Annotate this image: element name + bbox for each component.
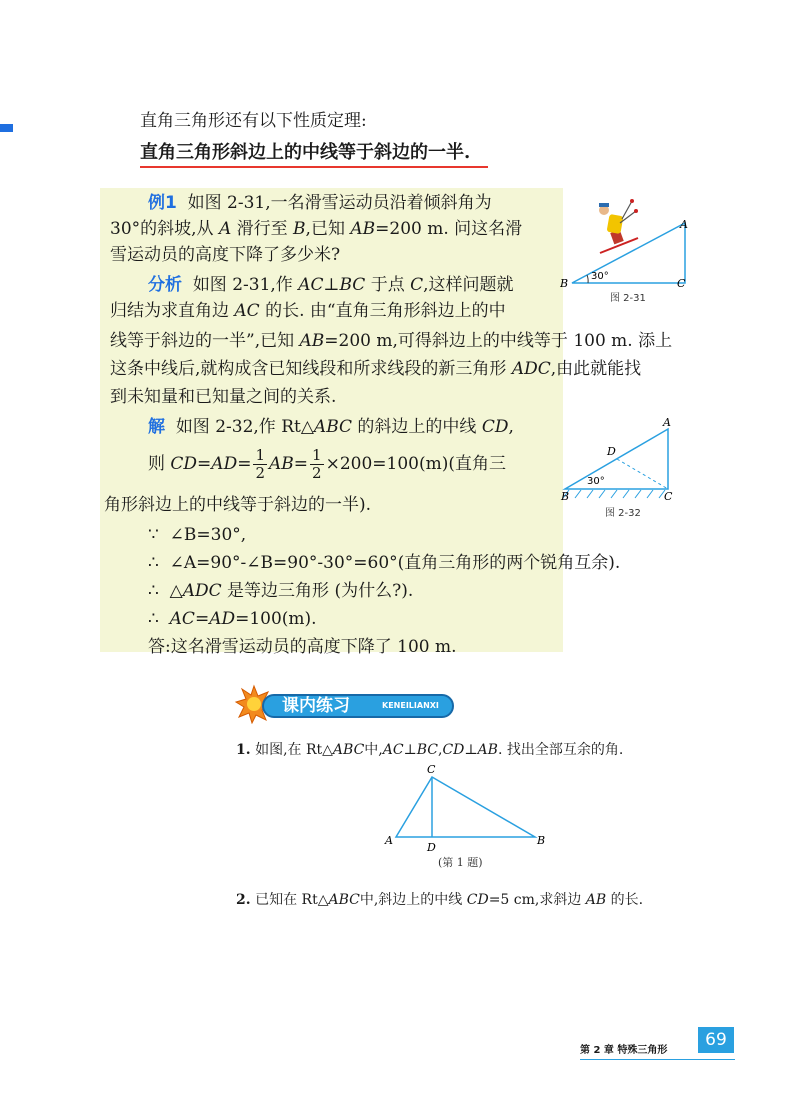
figure-2-31 bbox=[560, 195, 710, 310]
triangle-abc bbox=[565, 429, 668, 489]
label-A: A bbox=[663, 416, 671, 429]
solution-label: 解 bbox=[148, 417, 165, 437]
analysis-line-3: 线等于斜边的一半”,已知 AB=200 m,可得斜边上的中线等于 100 m. 添上 bbox=[110, 331, 673, 351]
footer-chapter: 第 2 章 特殊三角形 bbox=[580, 1045, 668, 1056]
theorem-underline bbox=[140, 166, 488, 168]
figure-caption: 图 2-31 bbox=[610, 293, 646, 304]
solution-answer: 答:这名滑雪运动员的高度下降了 100 m. bbox=[148, 637, 457, 657]
practice-subtitle: KENEILIANXI bbox=[382, 701, 439, 710]
exercise-1-caption: (第 1 题) bbox=[438, 856, 483, 869]
solution-line-3: 角形斜边上的中线等于斜边的一半). bbox=[104, 495, 372, 515]
solution-line-2: 则 CD=AD= $\frac{1}{2}$ AB= $\frac{1}{2}$ ×200=100(m)(直角三 bbox=[148, 446, 506, 482]
analysis-line-5: 到未知量和已知量之间的关系. bbox=[110, 387, 337, 407]
example-line-2: 30°的斜坡,从 A 滑行至 B,已知 AB=200 m. 问这名滑 bbox=[110, 219, 523, 239]
exercise-1: 1. 如图,在 Rt△ABC中,AC⊥BC,CD⊥AB. 找出全部互余的角. bbox=[236, 742, 624, 758]
solution-step-1: ∵ ∠B=30°, bbox=[148, 525, 247, 545]
label-C: C bbox=[664, 490, 673, 503]
solution-step-2: ∴ ∠A=90°-∠B=90°-30°=60°(直角三角形的两个锐角互余). bbox=[148, 553, 621, 573]
analysis-line-1: 分析 如图 2-31,作 AC⊥BC 于点 C,这样问题就 bbox=[148, 275, 514, 295]
theorem-statement: 直角三角形斜边上的中线等于斜边的一半. bbox=[140, 142, 471, 163]
label-A: A bbox=[385, 834, 393, 847]
figure-2-32 bbox=[555, 412, 695, 522]
fraction-half-2: $\frac{1}{2}$ bbox=[312, 446, 322, 482]
exercise-2: 2. 已知在 Rt△ABC中,斜边上的中线 CD=5 cm,求斜边 AB 的长. bbox=[236, 892, 644, 908]
label-B: B bbox=[537, 834, 546, 847]
label-D: D bbox=[427, 841, 436, 854]
example-line-1: 例1 如图 2-31,一名滑雪运动员沿着倾斜角为 bbox=[148, 193, 492, 213]
example-label: 例1 bbox=[148, 193, 177, 213]
solution-step-3: ∴ △ADC 是等边三角形 (为什么?). bbox=[148, 581, 414, 601]
skier-icon bbox=[599, 199, 638, 253]
label-C: C bbox=[677, 277, 686, 290]
slope-triangle bbox=[572, 223, 685, 283]
page-number: 69 bbox=[705, 1030, 727, 1050]
label-B: B bbox=[561, 490, 570, 503]
median-cd bbox=[617, 459, 668, 489]
footer-line bbox=[580, 1059, 735, 1060]
practice-title: 课内练习 bbox=[282, 696, 350, 716]
solution-step-4: ∴ AC=AD=100(m). bbox=[148, 609, 317, 629]
angle-label: 30° bbox=[587, 476, 605, 487]
figure-caption: 图 2-32 bbox=[605, 508, 641, 519]
solution-line-1: 解 如图 2-32,作 Rt△ABC 的斜边上的中线 CD, bbox=[148, 417, 514, 437]
label-D: D bbox=[607, 445, 616, 458]
analysis-label: 分析 bbox=[148, 275, 182, 295]
example-line-3: 雪运动员的高度下降了多少米? bbox=[110, 245, 341, 265]
page-edge-marker bbox=[0, 124, 13, 132]
analysis-line-4: 这条中线后,就构成含已知线段和所求线段的新三角形 ADC,由此就能找 bbox=[110, 359, 642, 379]
intro-text: 直角三角形还有以下性质定理: bbox=[140, 111, 367, 131]
label-C: C bbox=[427, 763, 436, 776]
analysis-line-2: 归结为求直角边 AC 的长. 由“直角三角形斜边上的中 bbox=[110, 301, 506, 321]
fraction-half-1: $\frac{1}{2}$ bbox=[255, 446, 266, 482]
label-B: B bbox=[560, 277, 569, 290]
angle-label: 30° bbox=[591, 271, 609, 282]
label-A: A bbox=[680, 218, 688, 231]
triangle-abc bbox=[396, 777, 535, 837]
exercise-1-figure bbox=[380, 762, 550, 872]
ground-hatching bbox=[563, 490, 665, 498]
